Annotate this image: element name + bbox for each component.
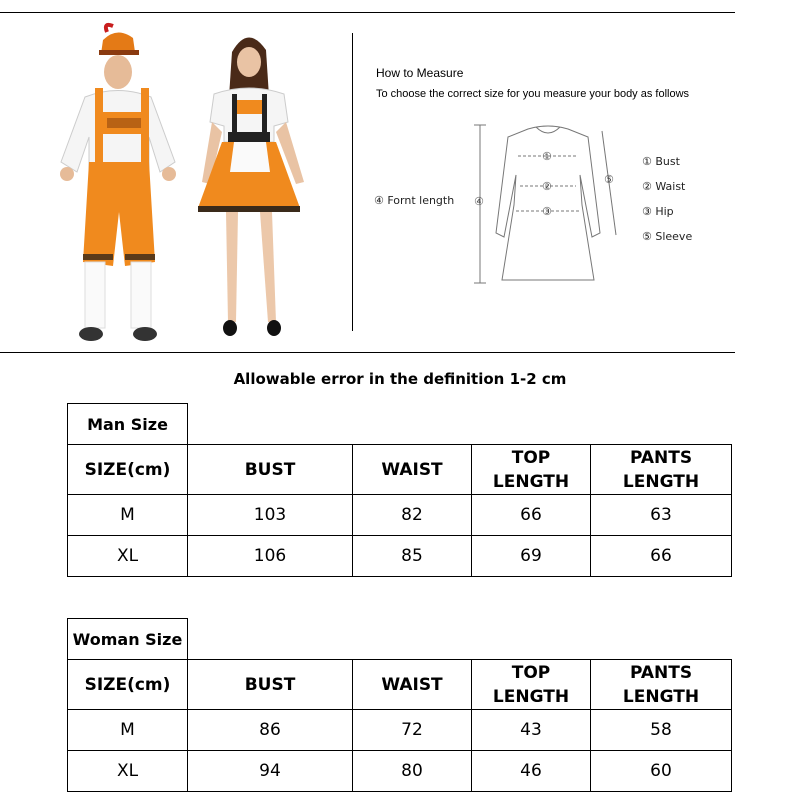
table-row [68, 536, 732, 577]
cell-bust: 86 [188, 710, 353, 751]
marker-bust: ① [542, 150, 552, 163]
marker-waist: ② [542, 180, 552, 193]
table-row [68, 751, 732, 792]
woman-size-table [67, 659, 732, 792]
cell-size: M [68, 710, 188, 751]
marker-hip: ③ [542, 205, 552, 218]
man-costume-photo [45, 22, 190, 347]
legend-waist: ② Waist [642, 180, 686, 193]
cell-size: XL [68, 751, 188, 792]
cell-pants-length: 63 [591, 495, 732, 536]
cell-waist: 82 [353, 495, 472, 536]
front-length-label: ④ Fornt length [374, 194, 455, 207]
allowable-error-note: Allowable error in the definition 1-2 cm [233, 370, 567, 388]
cell-waist: 72 [353, 710, 472, 751]
woman-costume-photo [192, 22, 317, 347]
cell-bust: 94 [188, 751, 353, 792]
measure-diagram [370, 115, 770, 290]
header-top-length: TOP LENGTH [472, 445, 591, 495]
table-row [68, 710, 732, 751]
legend-bust: ① Bust [642, 155, 680, 168]
header-size: SIZE(cm) [68, 445, 188, 495]
cell-bust: 106 [188, 536, 353, 577]
table-header-row [68, 660, 732, 710]
header-bust: BUST [188, 445, 353, 495]
header-top-length: TOP LENGTH [472, 660, 591, 710]
man-size-table [67, 444, 732, 577]
cell-pants-length: 58 [591, 710, 732, 751]
cell-top-length: 66 [472, 495, 591, 536]
cell-top-length: 46 [472, 751, 591, 792]
marker-sleeve: ⑤ [604, 173, 614, 186]
header-pants-length: PANTS LENGTH [591, 445, 732, 495]
cell-pants-length: 66 [591, 536, 732, 577]
cell-waist: 85 [353, 536, 472, 577]
cell-size: M [68, 495, 188, 536]
measure-legend [642, 149, 692, 249]
cell-pants-length: 60 [591, 751, 732, 792]
woman-table-title: Woman Size [67, 618, 188, 660]
vertical-divider [352, 33, 353, 331]
header-waist: WAIST [353, 445, 472, 495]
middle-divider [0, 352, 735, 353]
cell-waist: 80 [353, 751, 472, 792]
header-pants-length: PANTS LENGTH [591, 660, 732, 710]
table-header-row [68, 445, 732, 495]
header-waist: WAIST [353, 660, 472, 710]
marker-length: ④ [474, 195, 484, 208]
measure-guide-title: How to Measure [376, 66, 464, 80]
table-row [68, 495, 732, 536]
header-size: SIZE(cm) [68, 660, 188, 710]
cell-top-length: 43 [472, 710, 591, 751]
top-divider [0, 12, 735, 13]
legend-sleeve: ⑤ Sleeve [642, 230, 693, 243]
cell-size: XL [68, 536, 188, 577]
legend-hip: ③ Hip [642, 205, 674, 218]
man-table-title: Man Size [67, 403, 188, 445]
measure-guide-subtitle: To choose the correct size for you measure your body as follows [376, 88, 690, 100]
cell-bust: 103 [188, 495, 353, 536]
header-bust: BUST [188, 660, 353, 710]
cell-top-length: 69 [472, 536, 591, 577]
